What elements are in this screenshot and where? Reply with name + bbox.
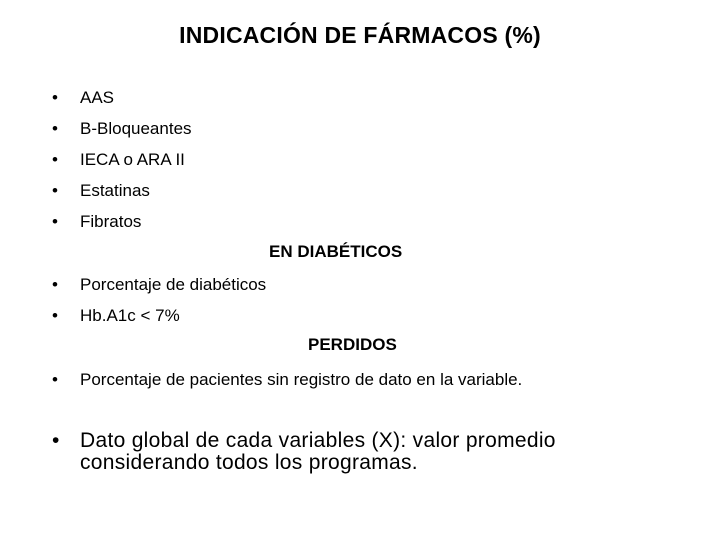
bullet-icon: • xyxy=(52,88,58,107)
drug-b-bloqueantes: B-Bloqueantes xyxy=(80,119,192,138)
list-item xyxy=(52,113,192,144)
bullet-icon: • xyxy=(52,212,58,231)
slide-title: INDICACIÓN DE FÁRMACOS (%) xyxy=(179,22,541,48)
bullet-icon: • xyxy=(52,429,60,452)
global-note-list xyxy=(52,430,640,474)
drug-estatinas: Estatinas xyxy=(80,181,150,200)
drug-ieca-ara: IECA o ARA II xyxy=(80,150,185,169)
bullet-icon: • xyxy=(52,306,58,325)
list-item xyxy=(52,82,192,113)
bullet-icon: • xyxy=(52,119,58,138)
perdidos-list xyxy=(52,364,522,395)
bullet-icon: • xyxy=(52,275,58,294)
bullet-icon: • xyxy=(52,150,58,169)
global-note: Dato global de cada variables (X): valor promedio considerando todos los programas. xyxy=(80,429,556,474)
list-item xyxy=(52,175,192,206)
bullet-icon: • xyxy=(52,370,58,389)
list-item xyxy=(52,144,192,175)
hba1c-target: Hb.A1c < 7% xyxy=(80,306,180,325)
list-item xyxy=(52,430,640,474)
list-item xyxy=(52,300,266,331)
section-heading-perdidos: PERDIDOS xyxy=(308,335,397,354)
bullet-icon: • xyxy=(52,181,58,200)
list-item xyxy=(52,206,192,237)
diabeticos-percent: Porcentaje de diabéticos xyxy=(80,275,267,294)
section-heading-diabeticos: EN DIABÉTICOS xyxy=(269,242,403,261)
drug-list xyxy=(52,82,192,237)
list-item xyxy=(52,269,266,300)
drug-fibratos: Fibratos xyxy=(80,212,142,231)
drug-aas: AAS xyxy=(80,88,115,107)
list-item xyxy=(52,364,522,395)
perdidos-description: Porcentaje de pacientes sin registro de dato en la variable. xyxy=(80,370,523,389)
diabeticos-list xyxy=(52,269,266,331)
